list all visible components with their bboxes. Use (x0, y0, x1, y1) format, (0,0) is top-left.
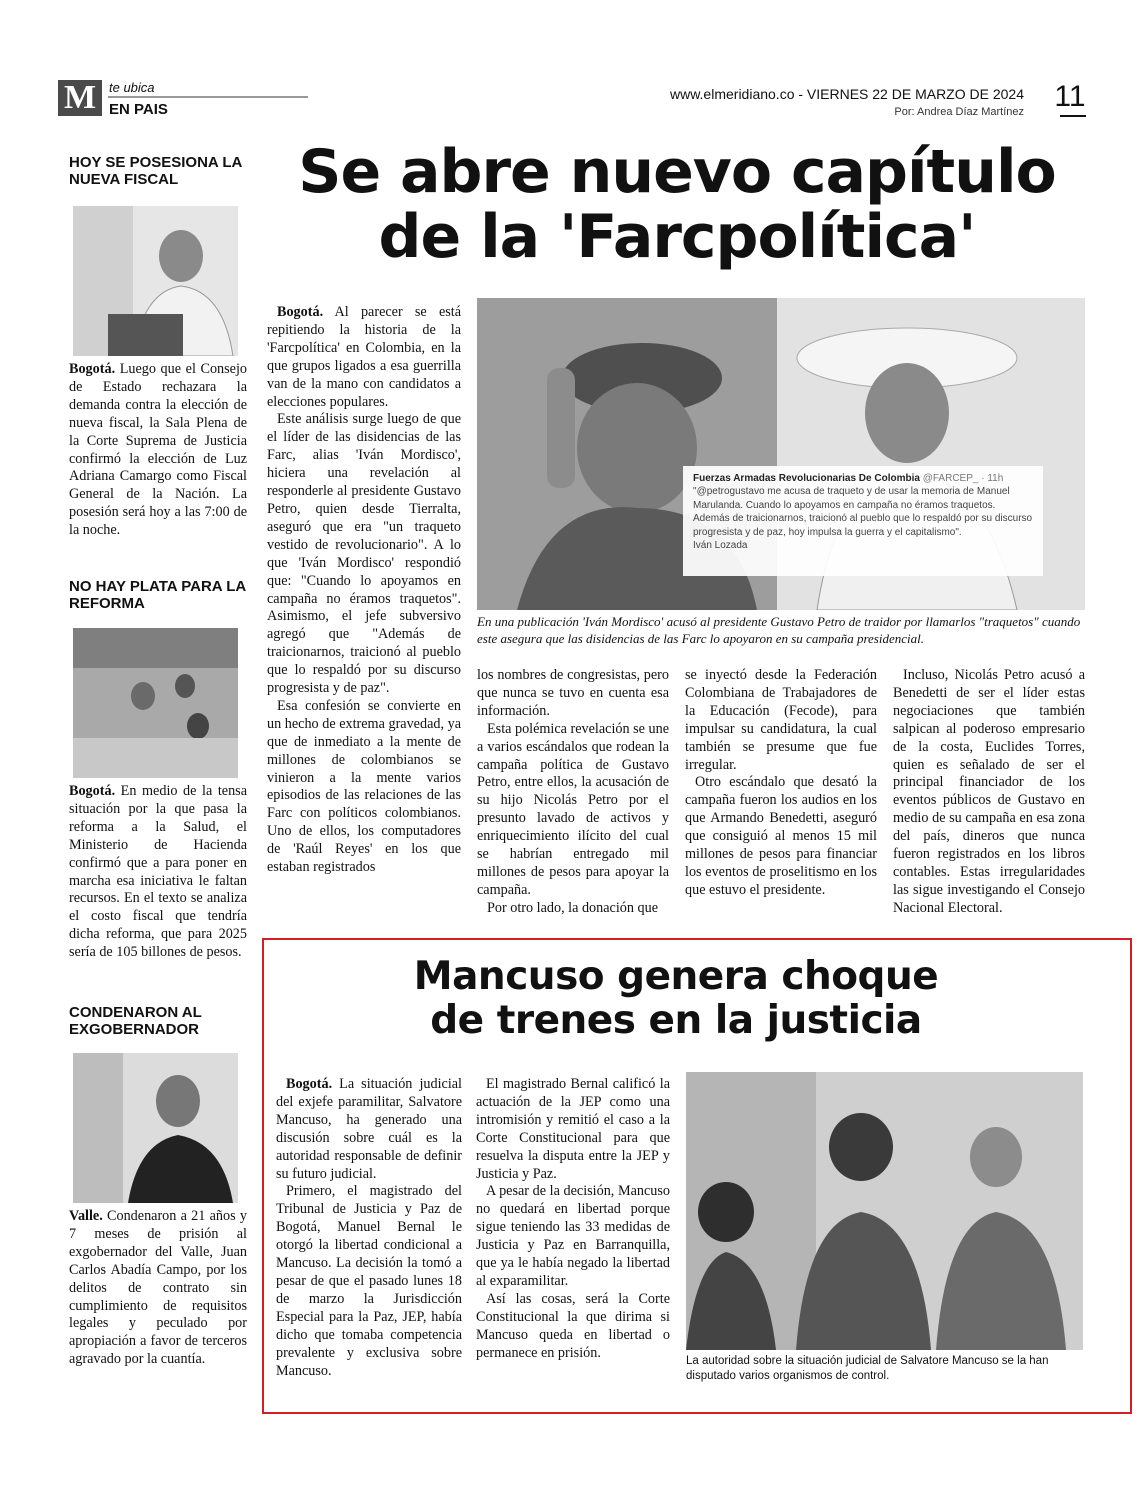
paragraph: Así las cosas, será la Corte Constitucional la que dirima si Mancuso queda en libertad o permanece en prisión. (476, 1290, 670, 1361)
tweet-body: "@petrogustavo me acusa de traqueto y de usar la memoria de Manuel Marulanda. Cuando lo apoyamos en campaña no éramos traquetos. Además de traicionarnos, traicionó al pueblo que lo respaldó por su discurso progresista y de paz, hoy impulsa la guerra y el capitalismo". (693, 486, 1033, 538)
photo-exgobernador (73, 1053, 238, 1203)
tagline: te ubica (109, 80, 155, 95)
dateline: www.elmeridiano.co - VIERNES 22 DE MARZO DE 2024 (669, 86, 1024, 102)
paragraph: se inyectó desde la Federación Colombiana de Trabajadores de la Educación (Fecode), para impulsar su candidatura, la cual también se presume que fue irregular. (685, 667, 877, 773)
tweet-signature: Iván Lozada (693, 540, 748, 552)
article1-column-2 (477, 667, 669, 918)
paragraph: Esta polémica revelación se une a varios escándalos que rodean la campaña política de Gustavo Petro, entre ellos, la acusación de su hijo Nicolás Petro por el presunto lavado de activos y enriquecimiento ilícito del cual se habrían entregado mil millones de pesos para apoyar la campaña. (477, 720, 669, 898)
tweet-account: Fuerzas Armadas Revolucionarias De Colombia (693, 473, 920, 484)
brief-title-exgobernador: CONDENARON AL EXGOBERNADOR (69, 1004, 202, 1038)
photo-congreso (73, 628, 238, 778)
caption-farcpolitica: En una publicación 'Iván Mordisco' acusó al presidente Gustavo Petro de traidor por llamarlos "traquetos" cuando este asegura que las disidencias de las Farc lo apoyaron en su campaña presidencial. (477, 614, 1081, 646)
photo-mancuso (686, 1072, 1083, 1350)
article1-column-3 (685, 667, 877, 900)
brief-text-reforma: Bogotá. En medio de la tensa situación por la que pasa la reforma a la Salud, el Ministerio de Hacienda confirmó que a para poner en marcha esa iniciativa le faltan recursos. En el texto se analiza el costo fiscal que tendría dicha reforma, que para 2025 sería de 105 billones de pesos. (69, 783, 247, 961)
paragraph: A pesar de la decisión, Mancuso no quedará en libertad porque sigue teniendo las 33 medidas de Justicia y Paz en Barranquilla, que ya le había negado la libertad al exparamilitar. (476, 1183, 670, 1289)
paragraph: los nombres de congresistas, pero que nunca se tuvo en cuenta esa información. (477, 667, 669, 719)
page-number-rule (1060, 115, 1086, 117)
headline-farcpolitica: Se abre nuevo capítulo de la 'Farcpolítica' (298, 137, 1056, 272)
tagline-rule (108, 96, 308, 98)
article2-column-2 (476, 1076, 670, 1363)
caption-mancuso: La autoridad sobre la situación judicial de Salvatore Mancuso se la han disputado varios organismos de control. (686, 1355, 1049, 1382)
tweet-card (683, 466, 1043, 576)
paragraph: Incluso, Nicolás Petro acusó a Benedetti de ser el líder estas negociaciones que también salpican al poderoso empresario de la costa, Euclides Torres, quien es señalado de ser el principal financiador de los eventos públicos de Gustavo en medio de su campaña en esa zona del país, dineros que nunca fueron registrados en los libros contables. Estas irregularidades las sigue investigando el Consejo Nacional Electoral. (893, 667, 1085, 916)
brief-text-fiscal: Bogotá. Luego que el Consejo de Estado rechazara la demanda contra la elección de nueva fiscal, la Sala Plena de la Corte Suprema de Justicia confirmó la elección de Luz Adriana Camargo como Fiscal General de la Nación. La posesión será hoy a las 7:00 de la noche. (69, 361, 247, 539)
paragraph: Esa confesión se convierte en un hecho de extrema gravedad, ya que de inmediato a la mente de millones de colombianos se vinieron a la mente varios episodios de las relaciones de las Farc con políticos colombianos. Uno de ellos, los computadores de 'Raúl Reyes' en los que estaban registrados (267, 697, 461, 876)
paragraph: El magistrado Bernal calificó la actuación de la JEP como una intromisión y remitió el caso a la Corte Constitucional para que resuelva la disputa entre la JEP y Justicia y Paz. (476, 1076, 670, 1182)
headline-mancuso: Mancuso genera choque de trenes en la justicia (413, 954, 939, 1043)
page-number: 11 (1054, 80, 1086, 113)
paragraph: Bogotá. La situación judicial del exjefe paramilitar, Salvatore Mancuso, ha generado una discusión sobre cuál es la autoridad responsable de definir su futuro judicial. (276, 1076, 462, 1182)
paragraph: Primero, el magistrado del Tribunal de Justicia y Paz de Bogotá, Manuel Bernal le otorgó la libertad condicional a Mancuso. La decisión la tomó a pesar de que el pasado lunes 18 de marzo la Jurisdicción Especial para la Paz, JEP, había dicho que tomaba competencia prevalente y exclusiva sobre Mancuso. (276, 1183, 462, 1379)
brief-text-exgobernador: Valle. Condenaron a 21 años y 7 meses de prisión al exgobernador del Valle, Juan Carlos Abadía Campo, por los delitos de contrato sin cumplimiento de requisitos legales y peculado por apropiación a favor de terceros agravado por la cuantía. (69, 1208, 247, 1368)
byline: Por: Andrea Díaz Martínez (894, 106, 1024, 118)
paragraph: Este análisis surge luego de que el líder de las disidencias de las Farc, alias 'Iván Mordisco', hiciera una revelación al responderle al presidente Gustavo Petro, quien desde Tierralta, aseguró que era "un traqueto vestido de revolucionario". A lo que 'Iván Mordisco' respondió que: "Cuando lo apoyamos en campaña no éramos traquetos". Asimismo, el jefe subversivo agregó que "Además de traicionarnos, traicionó al pueblo que lo respaldó por su discurso progresista y de paz". (267, 411, 461, 697)
newspaper-logo: M (58, 80, 102, 116)
article1-column-1 (267, 304, 461, 877)
brief-title-reforma: NO HAY PLATA PARA LA REFORMA (69, 578, 246, 612)
brief-title-fiscal: HOY SE POSESIONA LA NUEVA FISCAL (69, 154, 242, 188)
paragraph: Otro escándalo que desató la campaña fueron los audios en los que Armando Benedetti, aseguró que consiguió al menos 15 mil millones de pesos para financiar los eventos de proselitismo en los que estuvo el presidente. (685, 774, 877, 898)
paragraph: Bogotá. Al parecer se está repitiendo la historia de la 'Farcpolítica' en Colombia, en la que grupos ligados a esa guerrilla van de la mano con candidatos a elecciones populares. (267, 304, 461, 410)
section-label: EN PAIS (109, 101, 168, 118)
paragraph: Por otro lado, la donación que (487, 899, 658, 916)
article1-column-4 (893, 667, 1085, 918)
photo-fiscal (73, 206, 238, 356)
article2-column-1 (276, 1076, 462, 1380)
tweet-handle-time: @FARCEP_ · 11h (922, 473, 1004, 484)
